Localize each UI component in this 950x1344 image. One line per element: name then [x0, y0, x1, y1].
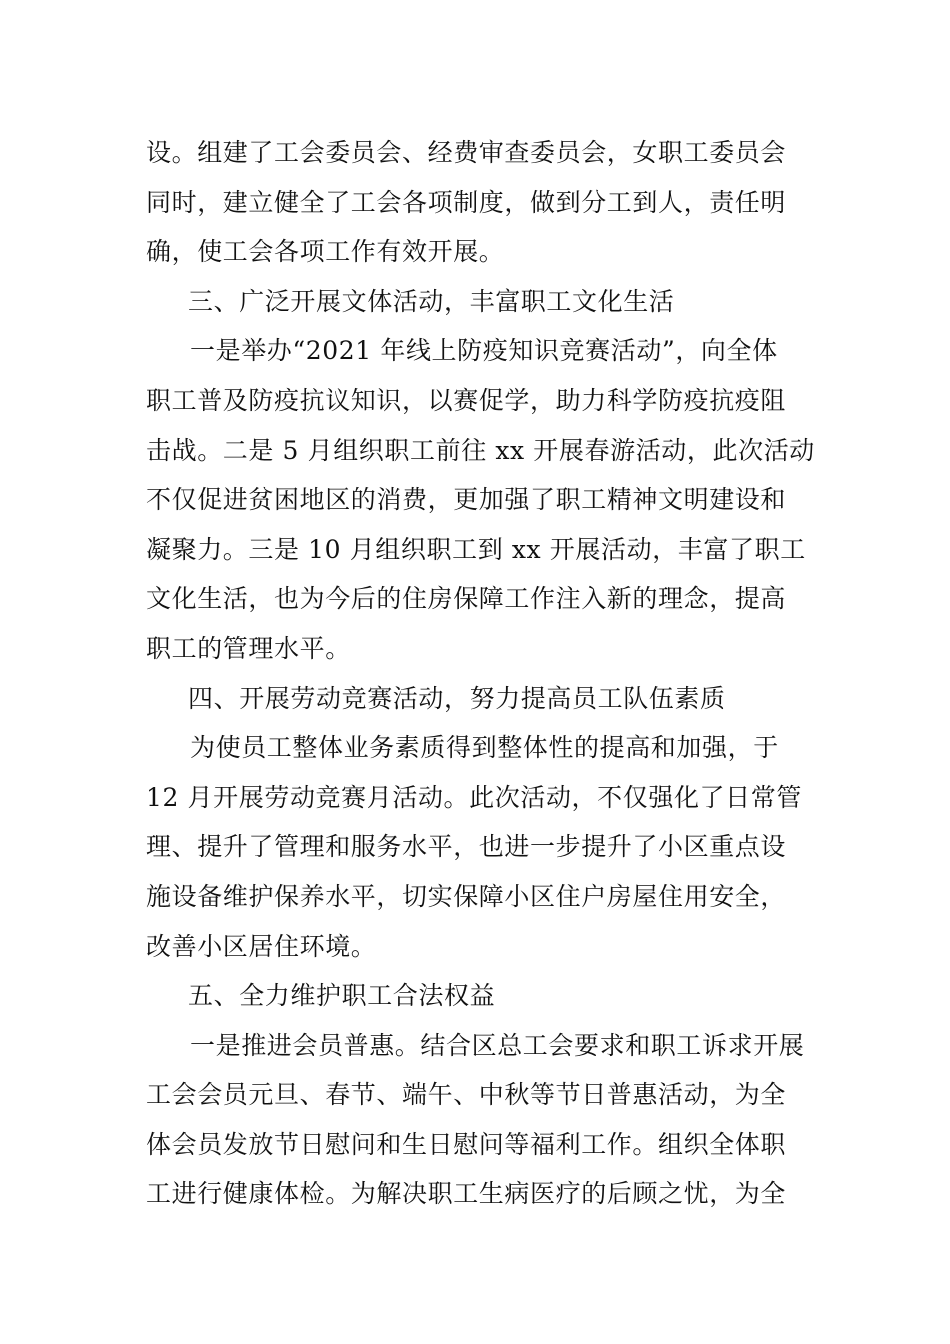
document-body — [146, 128, 815, 1219]
text-line: 确，使工会各项工作有效开展。 — [146, 237, 505, 267]
text-line: 职工的管理水平。 — [146, 633, 351, 663]
text-line: 职工普及防疫抗议知识，以赛促学，助力科学防疫抗疫阻 — [146, 385, 787, 415]
paragraph-start: 为使员工整体业务素质得到整体性的提高和加强，于 — [190, 733, 779, 763]
text-line: 击战。二是 5 月组织职工前往 xx 开展春游活动，此次活动 — [146, 435, 815, 465]
text-line: 施设备维护保养水平，切实保障小区住户房屋住用安全， — [146, 881, 787, 911]
section-heading-4: 四、开展劳动竞赛活动，努力提高员工队伍素质 — [188, 683, 726, 713]
text-line: 体会员发放节日慰问和生日慰问等福利工作。组织全体职 — [146, 1129, 787, 1159]
text-line: 不仅促进贫困地区的消费，更加强了职工精神文明建设和 — [146, 485, 787, 515]
text-line: 同时，建立健全了工会各项制度，做到分工到人，责任明 — [146, 187, 787, 217]
text-line: 工会会员元旦、春节、端午、中秋等节日普惠活动，为全 — [146, 1080, 787, 1110]
paragraph-start: 一是推进会员普惠。结合区总工会要求和职工诉求开展 — [190, 1030, 805, 1060]
section-heading-3: 三、广泛开展文体活动，丰富职工文化生活 — [188, 286, 675, 316]
text-line: 设。组建了工会委员会、经费审查委员会，女职工委员会 — [146, 138, 787, 167]
text-line: 改善小区居住环境。 — [146, 931, 377, 961]
paragraph-start: 一是举办“2021 年线上防疫知识竞赛活动”，向全体 — [190, 336, 778, 366]
text-line: 12 月开展劳动竞赛月活动。此次活动，不仅强化了日常管 — [146, 782, 802, 812]
section-heading-5: 五、全力维护职工合法权益 — [188, 981, 496, 1011]
text-line: 工进行健康体检。为解决职工生病医疗的后顾之忧，为全 — [146, 1179, 787, 1209]
text-line: 凝聚力。三是 10 月组织职工到 xx 开展活动，丰富了职工 — [146, 534, 806, 564]
text-line: 理、提升了管理和服务水平，也进一步提升了小区重点设 — [146, 832, 787, 862]
text-line: 文化生活，也为今后的住房保障工作注入新的理念，提高 — [146, 584, 787, 614]
